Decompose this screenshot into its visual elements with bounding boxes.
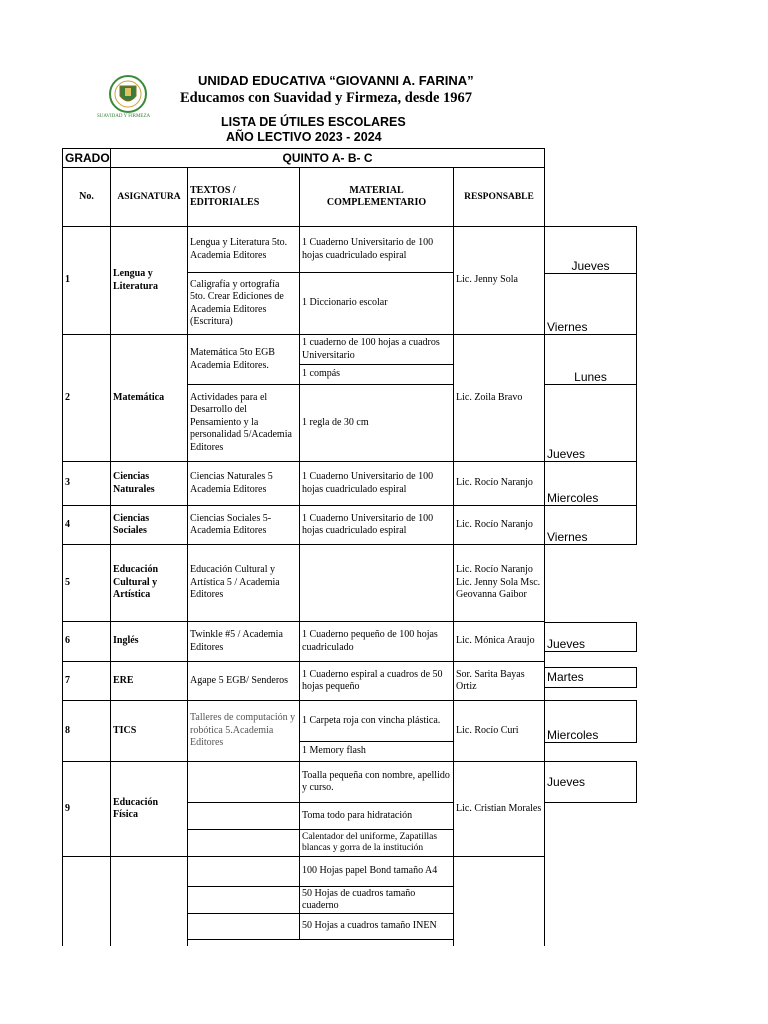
row9-material2: Toma todo para hidratación [299,802,454,830]
row8-text: Talleres de computación y robótica 5.Academia Editores [187,700,300,762]
school-logo [103,74,153,114]
row5-text: Educación Cultural y Artística 5 / Academia Editores [187,544,300,622]
row9-no: 9 [62,761,111,857]
row2-day1: Lunes [544,334,637,385]
row5-material [299,544,454,622]
row9-text1 [187,761,300,803]
row4-day: Viernes [544,505,637,545]
row7-text: Agape 5 EGB/ Senderos [187,661,300,701]
row3-text: Ciencias Naturales 5 Academia Editores [187,461,300,506]
row2-text1: Matemática 5to EGB Academia Editores. [187,334,300,385]
row2-text2: Actividades para el Desarrollo del Pensamiento y la personalidad 5/Academia Editores [187,384,300,462]
row7-subject: ERE [110,661,188,701]
row9-day: Jueves [544,761,637,803]
row6-no: 6 [62,621,111,662]
row8-no: 8 [62,700,111,762]
row10-responsible [453,856,545,946]
row1-day1: Jueves [544,226,637,274]
row9-subject: Educación Física [110,761,188,857]
row3-subject: Ciencias Naturales [110,461,188,506]
row3-responsible: Lic. Rocío Naranjo [453,461,545,506]
row3-day: Miercoles [544,461,637,506]
row1-material1: 1 Cuaderno Universitario de 100 hojas cuadriculado espiral [299,226,454,273]
school-crest-icon [103,74,153,114]
row5-responsible: Lic. Rocío Naranjo Lic. Jenny Sola Msc. Geovanna Gaibor [453,544,545,622]
school-year: AÑO LECTIVO 2023 - 2024 [226,130,382,144]
row6-responsible: Lic. Mónica Araujo [453,621,545,662]
row2-no: 2 [62,334,111,462]
grade-value: QUINTO A- B- C [110,148,545,168]
row1-text2: Caligrafía y ortografía 5to. Crear Ediciones de Academia Editores (Escritura) [187,272,300,335]
school-name: UNIDAD EDUCATIVA “GIOVANNI A. FARINA” [198,73,474,88]
col-header-texts: TEXTOS / EDITORIALES [187,167,300,227]
row8-subject: TICS [110,700,188,762]
row1-responsible: Lic. Jenny Sola [453,226,545,335]
row7-day: Martes [544,667,637,688]
row10-material3: 50 Hojas a cuadros tamaño INEN [299,913,454,940]
col-header-responsible: RESPONSABLE [453,167,545,227]
row7-responsible: Sor. Sarita Bayas Ortiz [453,661,545,701]
logo-caption: SUAVIDAD Y FIRMEZA [97,114,151,119]
row9-text3 [187,829,300,857]
row1-text1: Lengua y Literatura 5to. Academia Editores [187,226,300,273]
row8-responsible: Lic. Rocío Curi [453,700,545,762]
row7-no: 7 [62,661,111,701]
row3-no: 3 [62,461,111,506]
row3-material: 1 Cuaderno Universitario de 100 hojas cuadriculado espiral [299,461,454,506]
row4-no: 4 [62,505,111,545]
list-title: LISTA DE ÚTILES ESCOLARES [221,115,406,129]
col-header-no: No. [62,167,111,227]
row10-no [62,856,111,946]
row9-text2 [187,802,300,830]
row6-text: Twinkle #5 / Academia Editores [187,621,300,662]
row5-subject: Educación Cultural y Artística [110,544,188,622]
row9-responsible: Lic. Cristian Morales [453,761,545,857]
row9-material1: Toalla pequeña con nombre, apellido y curso. [299,761,454,803]
row10-subject [110,856,188,946]
col-header-material: MATERIAL COMPLEMENTARIO [299,167,454,227]
school-motto: Educamos con Suavidad y Firmeza, desde 1967 [180,90,473,106]
row6-day: Jueves [544,622,637,652]
row1-subject: Lengua y Literatura [110,226,188,335]
row10-text2 [187,886,300,914]
col-header-subject: ASIGNATURA [110,167,188,227]
row4-material: 1 Cuaderno Universitario de 100 hojas cuadriculado espiral [299,505,454,545]
grade-label: GRADO [62,148,111,168]
row2-subject: Matemática [110,334,188,462]
row2-material3: 1 regla de 30 cm [299,384,454,462]
row10-material1: 100 Hojas papel Bond tamaño A4 [299,856,454,887]
row9-material3: Calentador del uniforme, Zapatillas blancas y gorra de la institución [299,829,454,857]
row8-day: Miercoles [544,700,637,743]
row6-subject: Inglés [110,621,188,662]
row1-no: 1 [62,226,111,335]
row2-material1: 1 cuaderno de 100 hojas a cuadros Universitario [299,334,454,365]
row10-text3 [187,913,300,940]
row4-responsible: Lic. Rocío Naranjo [453,505,545,545]
row4-text: Ciencias Sociales 5- Academia Editores [187,505,300,545]
row4-subject: Ciencias Sociales [110,505,188,545]
row8-material2: 1 Memory flash [299,741,454,762]
row2-day2: Jueves [544,384,637,462]
row7-material: 1 Cuaderno espiral a cuadros de 50 hojas pequeño [299,661,454,701]
row2-material2: 1 compás [299,364,454,385]
row1-day2: Viernes [544,273,637,335]
row10-material2: 50 Hojas de cuadros tamaño cuaderno [299,886,454,914]
row5-no: 5 [62,544,111,622]
row6-material: 1 Cuaderno pequeño de 100 hojas cuadriculado [299,621,454,662]
row2-responsible: Lic. Zoila Bravo [453,334,545,462]
row10-text1 [187,856,300,887]
row1-material2: 1 Diccionario escolar [299,272,454,335]
row8-material1: 1 Carpeta roja con vincha plástica. [299,700,454,742]
